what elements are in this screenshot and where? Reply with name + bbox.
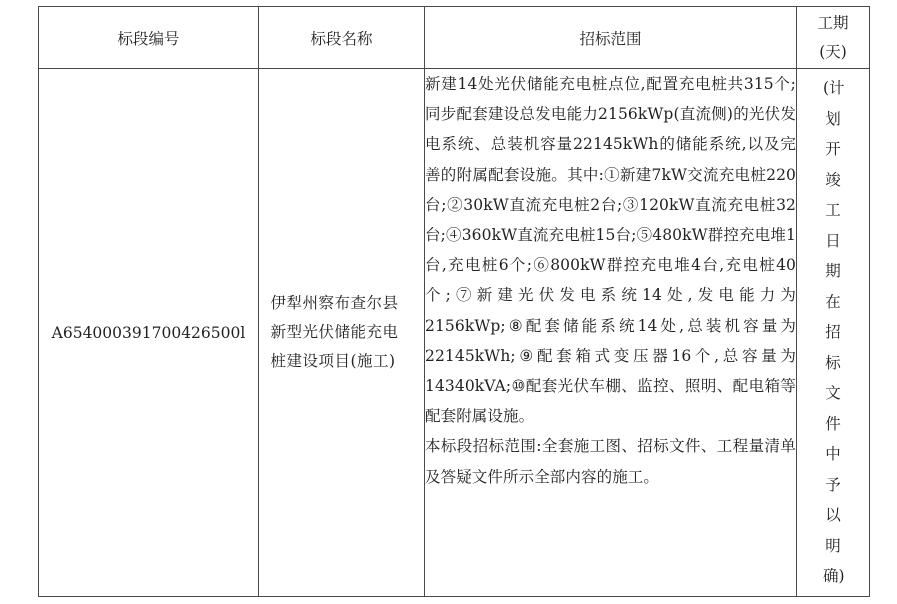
tender-section-table <box>38 6 870 597</box>
header-construction-period <box>797 7 870 69</box>
section-name-text: 伊犁州察布查尔县新型光伏储能充电桩建设项目(施工) <box>270 294 399 370</box>
header-period-label: 工期 <box>817 13 849 32</box>
header-period-unit: (天) <box>819 42 847 61</box>
tender-scope-cell <box>425 69 797 597</box>
header-section-code: 标段编号 <box>39 7 259 69</box>
scope-paragraph-main: 新建14处光伏储能充电桩点位,配置充电桩共315个;同步配套建设总发电能力2156kWp(直流侧)的光伏发电系统、总装机容量22145kWh的储能系统,以及完善的附属配套设施。其中:①新建7kW交流充电桩220台;②30kW直流充电桩2台;③120kW直流充电桩32台;④360kW直流充电桩15台;⑤480kW群控充电堆1台,充电桩6个;⑥800kW群控充电堆4台,充电桩40个;⑦新建光伏发电系统14处,发电能力为2156kWp;⑧配套储能系统14处,总装机容量为22145kWh;⑨配套箱式变压器16个,总容量为14340kVA;⑩配套光伏车棚、监控、照明、配电箱等配套附属设施。 <box>425 75 796 426</box>
header-tender-scope: 招标范围 <box>425 7 797 69</box>
construction-period-text: (计划开竣工日期在招标文件中予以明确) <box>823 79 845 586</box>
section-code-cell: A654000391700426500l <box>39 69 259 597</box>
construction-period-cell <box>797 69 870 597</box>
scope-paragraph-summary: 本标段招标范围:全套施工图、招标文件、工程量清单及答疑文件所示全部内容的施工。 <box>425 437 796 486</box>
header-row <box>39 7 870 69</box>
section-name-cell <box>259 69 425 597</box>
table-row <box>39 69 870 597</box>
header-section-name: 标段名称 <box>259 7 425 69</box>
